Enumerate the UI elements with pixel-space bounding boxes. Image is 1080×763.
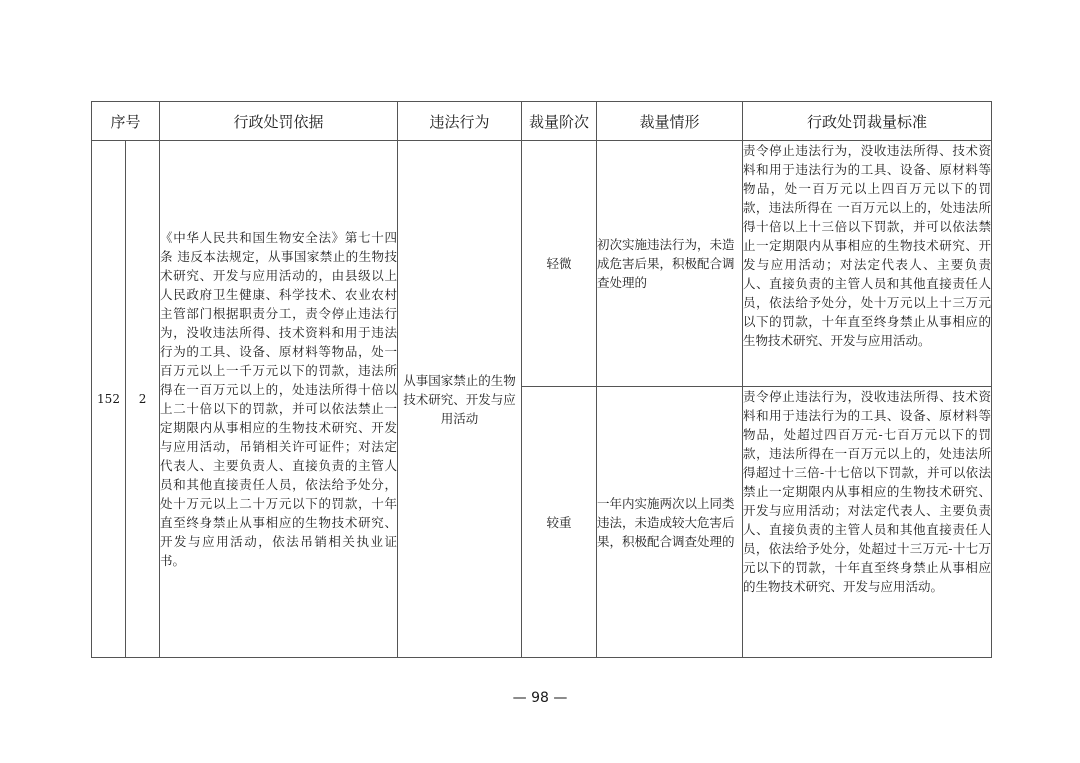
level-cell-serious: 较重	[522, 387, 597, 658]
table-row	[92, 141, 992, 387]
situation-cell-serious: 一年内实施两次以上同类违法，未造成较大危害后果，积极配合调查处理的	[597, 387, 743, 658]
header-basis: 行政处罚依据	[160, 102, 398, 141]
level-cell-minor: 轻微	[522, 141, 597, 387]
basis-cell: 《中华人民共和国生物安全法》第七十四条 违反本法规定，从事国家禁止的生物技术研究、开发与应用活动的，由县级以上人民政府卫生健康、科学技术、农业农村主管部门根据职责分工，责令停止违法行为，没收违法所得、技术资料和用于违法行为的工具、设备、原材料等物品，处一百万元以上一千万元以下的罚款，违法所得在一百万元以上的，处违法所得十倍以上二十倍以下的罚款，并可以依法禁止一定期限内从事相应的生物技术研究、开发与应用活动，吊销相关许可证件；对法定代表人、主要负责人、直接负责的主管人员和其他直接责任人员，依法给予处分，处十万元以上二十万元以下的罚款，十年直至终身禁止从事相应的生物技术研究、开发与应用活动，依法吊销相关执业证书。	[160, 141, 398, 658]
header-standard: 行政处罚裁量标准	[743, 102, 992, 141]
header-act: 违法行为	[398, 102, 522, 141]
seq-sub-cell: 2	[126, 141, 160, 658]
standard-cell-minor: 责令停止违法行为，没收违法所得、技术资料和用于违法行为的工具、设备、原材料等物品，处一百万元以上四百万元以下的罚款，违法所得在 一百万元以上的，处违法所得十倍以上十三倍以下罚款，并可以依法禁止一定期限内从事相应的生物技术研究、开发与应用活动；对法定代表人、主要负责人、直接负责的主管人员和其他直接责任人员，依法给予处分，处十万元以上十三万元以下的罚款，十年直至终身禁止从事相应的生物技术研究、开发与应用活动。	[743, 141, 992, 387]
header-level: 裁量阶次	[522, 102, 597, 141]
header-situation: 裁量情形	[597, 102, 743, 141]
seq-main-cell: 152	[92, 141, 126, 658]
situation-cell-minor: 初次实施违法行为，未造成危害后果，积极配合调查处理的	[597, 141, 743, 387]
standard-cell-serious: 责令停止违法行为，没收违法所得、技术资料和用于违法行为的工具、设备、原材料等物品，处超过四百万元-七百万元以下的罚款，违法所得在一百万元以上的，处违法所得超过十三倍-十七倍以下罚款，并可以依法禁止一定期限内从事相应的生物技术研究、开发与应用活动；对法定代表人、主要负责人、直接负责的主管人员和其他直接责任人员，依法给予处分，处超过十三万元-十七万元以下的罚款，十年直至终身禁止从事相应的生物技术研究、开发与应用活动。	[743, 387, 992, 658]
header-seq: 序号	[92, 102, 160, 141]
act-cell: 从事国家禁止的生物技术研究、开发与应用活动	[398, 141, 522, 658]
page-number: — 98 —	[512, 690, 568, 706]
penalty-standard-table	[91, 101, 992, 658]
table-header-row	[92, 102, 992, 141]
